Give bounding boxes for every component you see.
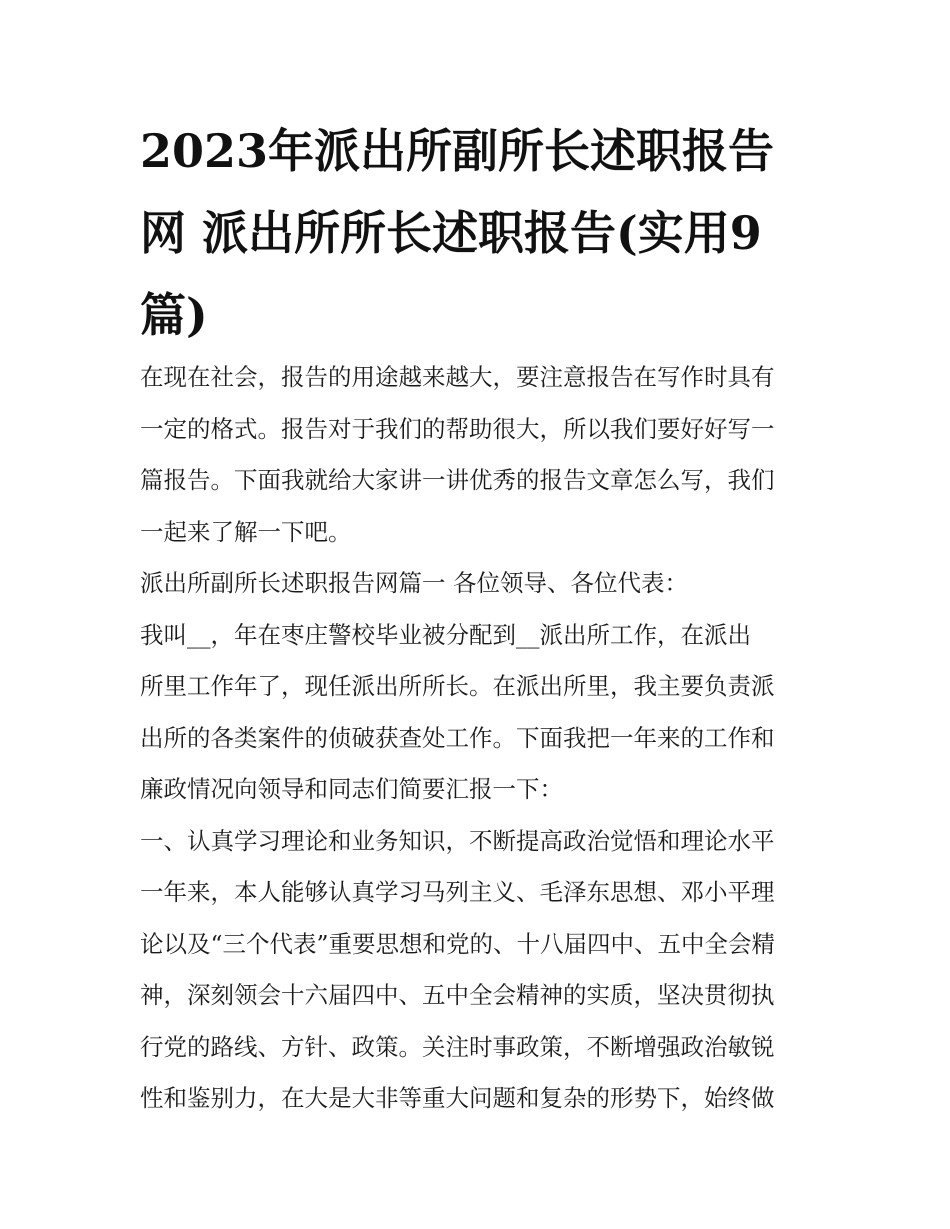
body-line: 论以及“三个代表”重要思想和党的、十八届四中、五中全会精	[140, 929, 776, 958]
body-line: 一年来，本人能够认真学习马列主义、毛泽东思想、邓小平理	[140, 878, 775, 906]
title-line: 篇)	[140, 288, 208, 342]
section-heading-line: 一、认真学习理论和业务知识，不断提高政治觉悟和理论水平	[140, 826, 775, 855]
body-line: 神，深刻领会十六届四中、五中全会精神的实质，坚决贯彻执	[140, 981, 775, 1009]
body-line: 一定的格式。报告对于我们的帮助很大，所以我们要好好写一	[140, 414, 775, 443]
body-line: 所里工作年了，现任派出所所长。在派出所里，我主要负责派	[140, 672, 775, 700]
title-line: 2023年派出所副所长述职报告	[140, 124, 775, 178]
body-line: 在现在社会，报告的用途越来越大，要注意报告在写作时具有	[140, 363, 775, 391]
body-line: 行党的路线、方针、政策。关注时事政策，不断增强政治敏锐	[140, 1032, 775, 1061]
title-line: 网 派出所所长述职报告(实用9	[140, 206, 762, 260]
body-line: 性和鉴别力，在大是大非等重大问题和复杂的形势下，始终做	[140, 1084, 775, 1112]
body-line: 出所的各类案件的侦破获查处工作。下面我把一年来的工作和	[140, 723, 775, 752]
body-line: 一起来了解一下吧。	[140, 517, 352, 546]
document-title	[140, 110, 820, 356]
body-line: 我叫__，年在枣庄警校毕业被分配到__派出所工作，在派出	[140, 620, 751, 649]
body-line: 廉政情况向领导和同志们简要汇报一下：	[140, 775, 563, 803]
section-heading-line: 派出所副所长述职报告网篇一 各位领导、各位代表：	[140, 569, 688, 597]
document-body	[140, 352, 820, 1125]
body-line: 篇报告。下面我就给大家讲一讲优秀的报告文章怎么写，我们	[140, 466, 775, 494]
